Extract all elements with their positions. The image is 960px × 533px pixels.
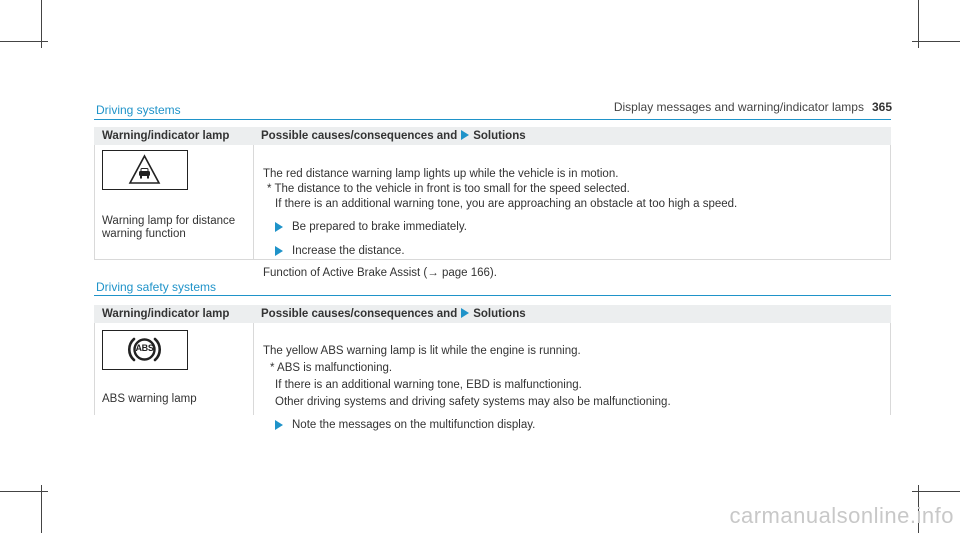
header-causes	[261, 308, 526, 320]
table-driving-safety-systems	[94, 305, 891, 431]
divider	[94, 323, 95, 415]
solutions-arrow-icon	[461, 130, 469, 140]
section-rule	[94, 119, 891, 120]
cause-text: * The distance to the vehicle in front is too small for the speed selected.	[267, 183, 630, 195]
distance-warning-icon	[102, 150, 188, 190]
header-solutions-label: Solutions	[473, 308, 526, 320]
section-rule	[94, 295, 891, 296]
divider	[253, 145, 254, 259]
solution-text: Increase the distance.	[292, 245, 405, 257]
header-lamp: Warning/indicator lamp	[102, 130, 230, 142]
abs-warning-icon	[102, 330, 188, 370]
table-header	[94, 127, 891, 145]
cause-text: * ABS is malfunctioning.	[270, 362, 393, 374]
table-row	[94, 323, 891, 431]
table-bottom-rule	[94, 259, 891, 260]
lamp-label-line: Warning lamp for distance	[102, 215, 236, 227]
crop-mark	[912, 491, 960, 492]
lamp-label-line: ABS warning lamp	[102, 393, 197, 405]
table-driving-systems	[94, 127, 891, 279]
solution-text: Be prepared to brake immediately.	[292, 221, 467, 233]
action-arrow-icon	[275, 246, 283, 256]
cause-text: If there is an additional warning tone, EBD is malfunctioning.	[275, 379, 582, 391]
action-arrow-icon	[275, 420, 283, 430]
function-reference-link[interactable]: Function of Active Brake Assist (→ page 166).	[263, 267, 497, 279]
header-lamp: Warning/indicator lamp	[102, 308, 230, 320]
lamp-label-line: warning function	[102, 228, 186, 240]
solutions-arrow-icon	[461, 308, 469, 318]
crop-mark	[912, 41, 960, 42]
abs-icon-text: ABS	[135, 343, 154, 353]
page-header-title: Display messages and warning/indicator lamps	[613, 100, 864, 114]
page-header	[614, 100, 892, 114]
cause-text: Other driving systems and driving safety systems may also be malfunctioning.	[275, 396, 671, 408]
divider	[94, 145, 95, 259]
watermark: carmanualsonline.info	[729, 503, 954, 528]
lamp-label	[102, 215, 252, 241]
header-causes	[261, 130, 526, 142]
action-arrow-icon	[275, 222, 283, 232]
cause-text: If there is an additional warning tone, you are approaching an obstacle at too high a speed.	[275, 198, 738, 210]
cause-text: The red distance warning lamp lights up while the vehicle is in motion.	[263, 168, 619, 180]
table-row	[94, 145, 891, 279]
crop-mark	[0, 491, 48, 492]
page-number: 365	[871, 100, 892, 114]
section-title-driving-systems: Driving systems	[96, 103, 181, 117]
header-causes-label: Possible causes/consequences and	[261, 130, 458, 142]
crop-mark	[41, 485, 42, 533]
divider	[890, 323, 891, 415]
divider	[253, 323, 254, 415]
cause-text: The yellow ABS warning lamp is lit while the engine is running.	[263, 345, 581, 357]
section-title-driving-safety-systems: Driving safety systems	[96, 280, 217, 294]
divider	[890, 145, 891, 259]
solution-text: Note the messages on the multifunction display.	[292, 419, 536, 431]
crop-mark	[0, 41, 48, 42]
table-header	[94, 305, 891, 323]
lamp-label	[102, 393, 252, 406]
header-solutions-label: Solutions	[473, 130, 526, 142]
header-causes-label: Possible causes/consequences and	[261, 308, 458, 320]
